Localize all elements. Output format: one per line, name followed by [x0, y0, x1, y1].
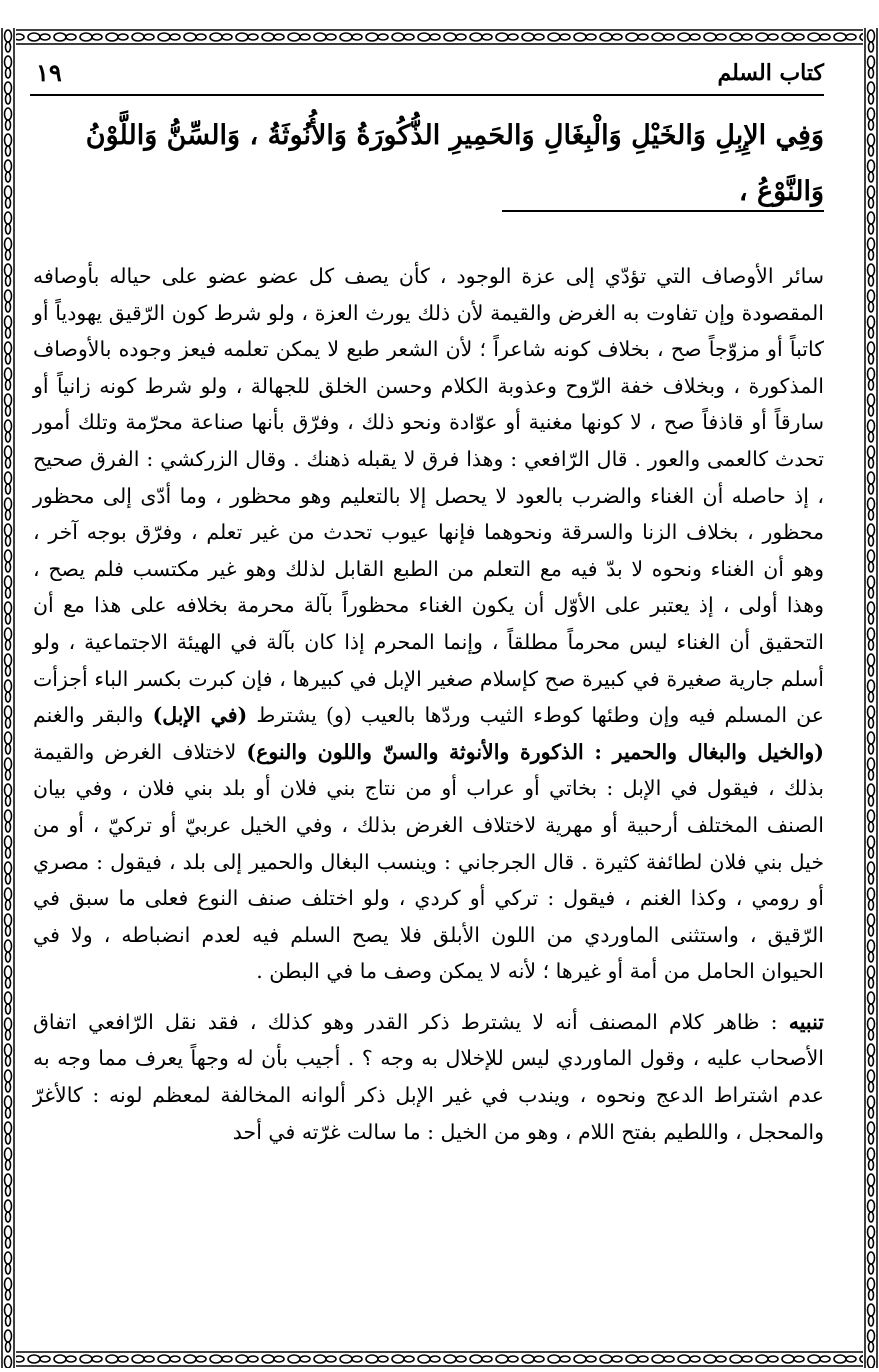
decorative-border-top [0, 28, 879, 46]
page-number: ١٩ [36, 58, 62, 87]
running-header [30, 54, 824, 96]
commentary-paragraph [33, 258, 824, 990]
commentary-text: (و) يشترط [247, 703, 362, 728]
book-title: كتاب السلم [717, 60, 824, 86]
separator-rule [502, 210, 824, 212]
commentary-text: : ظاهر كلام المصنف أنه لا يشترط ذكر القدر وهو كذلك ، فقد نقل الرّافعي اتفاق الأصحاب عليه ، وقول الماوردي ليس للإخلال به وجه ؟ . أجيب بأن له وجهاً يعرف مما وجه به عدم اشتراط الدعج ونحوه ، ويندب في غير الإبل ذكر ألوانه المخالفة لمعظم لونه : كالأغرّ والمحجل ، واللطيم بفتح اللام ، وهو من الخيل : ما سالت غرّته في أحد [33, 1009, 824, 1144]
chain-pattern-top [0, 28, 879, 46]
chain-pattern-right [863, 28, 879, 1368]
decorative-border-right [863, 28, 879, 1368]
commentary-paragraph-note [33, 1004, 824, 1150]
decorative-border-bottom [0, 1350, 879, 1368]
note-label: تنبيه [788, 1009, 824, 1034]
commentary-text: والبقر والغنم [33, 703, 153, 728]
commentary-body [33, 258, 824, 1150]
chain-pattern-bottom [0, 1350, 879, 1368]
quoted-matn: (في الإبل) [152, 703, 248, 728]
quoted-matn: (والخيل والبغال والحمير : الذكورة والأنوثة والسنّ واللون والنوع) [246, 739, 825, 764]
chain-pattern-left [0, 28, 16, 1368]
decorative-border-left [0, 28, 16, 1368]
commentary-text: لاختلاف الغرض والقيمة بذلك ، فيقول في الإبل : بخاتي أو عراب أو من نتاج بني فلان أو بلد بني فلان ، وفي بيان الصنف المختلف أرحبية أو مهرية لاختلاف الغرض بذلك ، وفي الخيل عربيّ أو تركيّ ، أو من خيل بني فلان لطائفة كثيرة . قال الجرجاني : وينسب البغال والحمير إلى بلد ، فيقول : مصري أو رومي ، وكذا الغنم ، فيقول : تركي أو كردي ، ولو اختلف صنف النوع فعلى ما سبق في الرّقيق ، واستثنى الماوردي من اللون الأبلق فلا يصح السلم فيه لعدم انضباطه ، ولا في الحيوان الحامل من أمة أو غيرها ؛ لأنه لا يمكن وصف ما في البطن . [33, 739, 824, 984]
matn-text: وَفِي الإِبِلِ وَالخَيْلِ وَالْبِغَالِ وَالحَمِيرِ الذُّكُورَةُ وَالأُنُوثَةُ ، وَالسِّنُّ وَاللَّوْنُ وَالنَّوْعُ ، [85, 120, 824, 207]
commentary-text: سائر الأوصاف التي تؤدّي إلى عزة الوجود ، كأن يصف كل عضو عضو على حياله بأوصافه المقصودة وإن تفاوت به الغرض والقيمة لأن ذلك يورث العزة ، ولو شرط كون الرّقيق يهودياً أو كاتباً أو مزوّجاً صح ، بخلاف كونه شاعراً ؛ لأن الشعر طبع لا يمكن تعلمه فيعز وجوده بالأوصاف المذكورة ، وبخلاف خفة الرّوح وعذوبة الكلام وحسن الخلق للجهالة ، ولو شرط كونه زانياً أو سارقاً أو قاذفاً صح ، لا كونها مغنية أو عوّادة ونحو ذلك ، وفرّق بأنها صناعة محرّمة وتلك أمور تحدث كالعمى والعور . قال الرّافعي : وهذا فرق لا يقبله ذهنك . وقال الزركشي : الفرق صحيح ، إذ حاصله أن الغناء والضرب بالعود لا يحصل إلا بالتعليم وهو محظور ، وما أدّى إلى محظور محظور ، بخلاف الزنا والسرقة ونحوهما فإنها عيوب تحدث من غير تعلم ، وفرّق بوجه آخر ، وهو أن الغناء ونحوه لا بدّ فيه مع التعلم من الطبع القابل لذلك وهو غير مكتسب فلم يصح ، وهذا أولى ، إذ يعتبر على الأوّل أن يكون الغناء محظوراً بآلة محرمة بخلافه على هذا مع أن التحقيق أن الغناء ليس محرماً مطلقاً ، وإنما المحرم إذا كان بآلة في الهيئة الاجتماعية ، ولو أسلم جارية صغيرة في كبيرة صح كإسلام صغير الإبل في كبيرها ، فإن كبرت بكسر الباء أجزأت عن المسلم فيه وإن وطئها كوطء الثيب وردّها بالعيب [33, 264, 824, 728]
